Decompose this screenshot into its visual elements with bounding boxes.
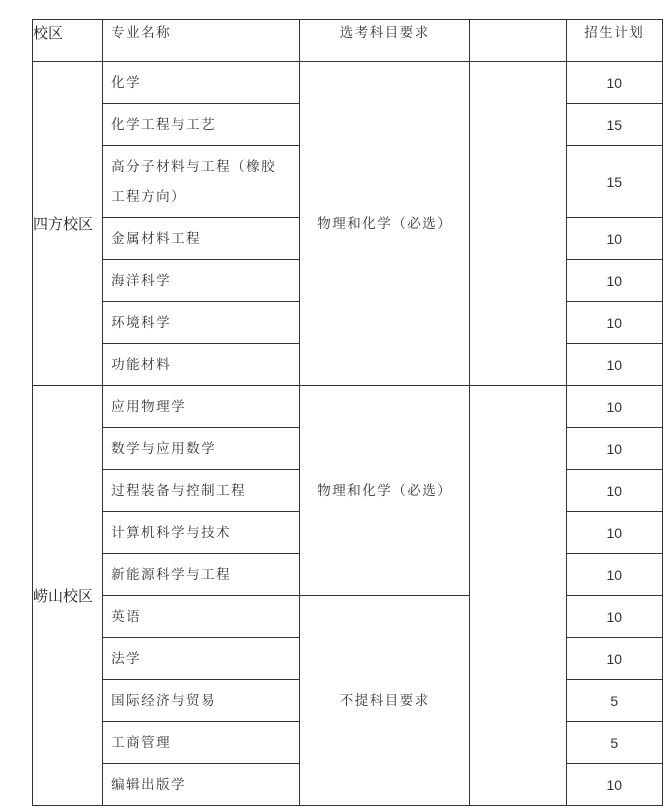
plan-cell: 10	[566, 764, 663, 806]
requirement-cell: 不提科目要求	[300, 596, 470, 806]
major-cell: 新能源科学与工程	[103, 554, 300, 596]
requirement-cell: 物理和化学（必选）	[300, 62, 470, 386]
major-cell: 英语	[103, 596, 300, 638]
table-row	[33, 62, 663, 104]
plan-cell: 5	[566, 722, 663, 764]
header-plan: 招生计划	[566, 20, 663, 62]
plan-cell: 10	[566, 62, 663, 104]
major-cell: 国际经济与贸易	[103, 680, 300, 722]
major-cell: 化学工程与工艺	[103, 104, 300, 146]
plan-cell: 10	[566, 428, 663, 470]
requirement-cell: 物理和化学（必选）	[300, 386, 470, 596]
major-cell: 工商管理	[103, 722, 300, 764]
major-cell: 计算机科学与技术	[103, 512, 300, 554]
plan-cell: 10	[566, 638, 663, 680]
plan-cell: 15	[566, 146, 663, 218]
major-cell: 过程装备与控制工程	[103, 470, 300, 512]
major-cell: 数学与应用数学	[103, 428, 300, 470]
major-cell: 应用物理学	[103, 386, 300, 428]
plan-cell: 10	[566, 260, 663, 302]
plan-cell: 15	[566, 104, 663, 146]
table-row	[33, 596, 663, 638]
plan-cell: 10	[566, 470, 663, 512]
plan-cell: 10	[566, 344, 663, 386]
admission-plan-sheet	[32, 19, 663, 806]
admission-plan-table	[32, 19, 663, 806]
major-cell: 环境科学	[103, 302, 300, 344]
plan-cell: 10	[566, 218, 663, 260]
column-gap	[470, 62, 566, 386]
campus-sifang: 四方校区	[33, 62, 103, 386]
header-campus: 校区	[33, 20, 103, 62]
header-major: 专业名称	[103, 20, 300, 62]
major-cell: 法学	[103, 638, 300, 680]
plan-cell: 10	[566, 554, 663, 596]
plan-cell: 5	[566, 680, 663, 722]
header-requirement: 选考科目要求	[300, 20, 470, 62]
plan-cell: 10	[566, 302, 663, 344]
major-cell: 化学	[103, 62, 300, 104]
column-gap	[470, 20, 566, 62]
major-cell: 功能材料	[103, 344, 300, 386]
campus-laoshan: 崂山校区	[33, 386, 103, 806]
major-cell: 高分子材料与工程（橡胶工程方向）	[103, 146, 300, 218]
plan-cell: 10	[566, 386, 663, 428]
plan-cell: 10	[566, 596, 663, 638]
major-cell: 编辑出版学	[103, 764, 300, 806]
plan-cell: 10	[566, 512, 663, 554]
major-cell: 金属材料工程	[103, 218, 300, 260]
table-header-row	[33, 20, 663, 62]
column-gap	[470, 386, 566, 806]
table-row	[33, 386, 663, 428]
major-cell: 海洋科学	[103, 260, 300, 302]
